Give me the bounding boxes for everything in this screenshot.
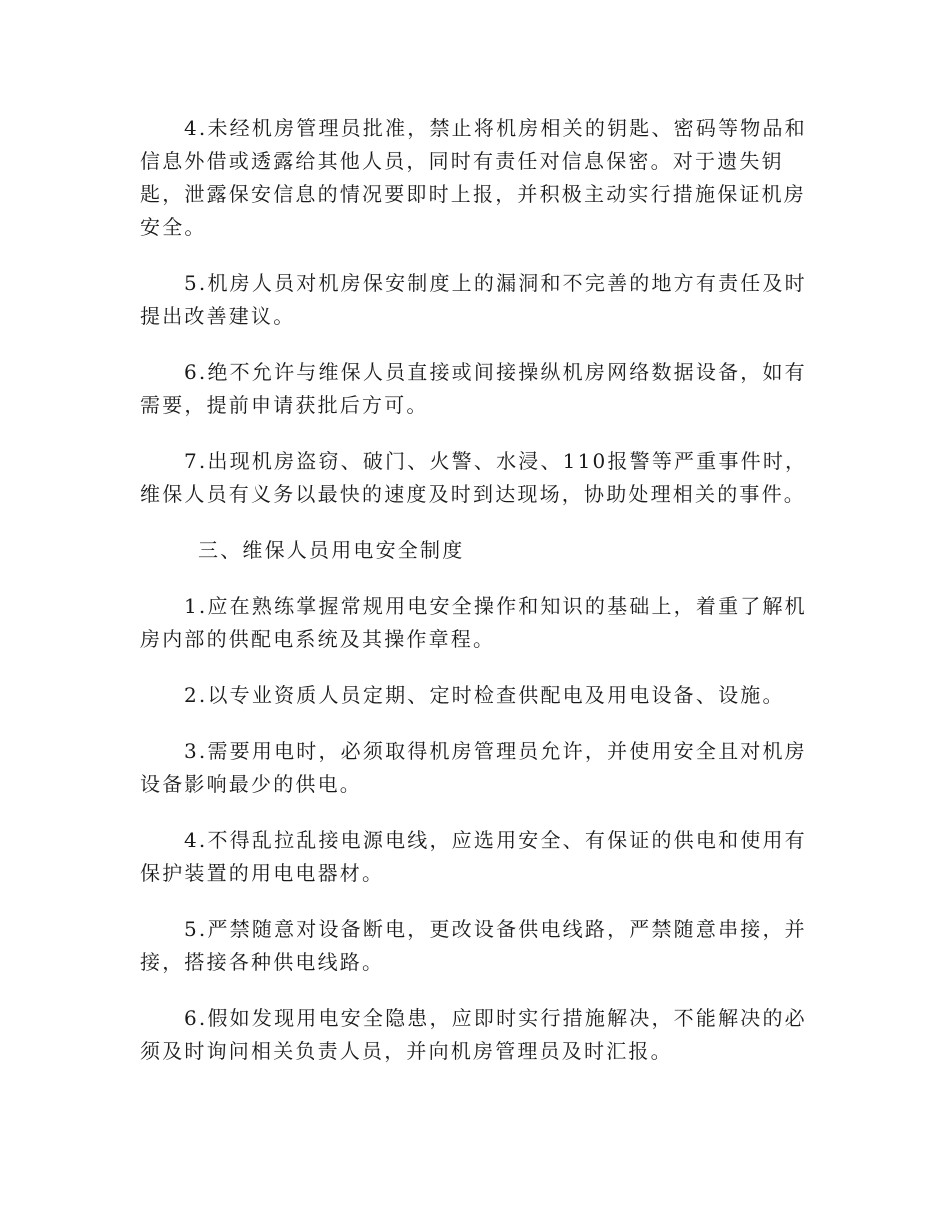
paragraph-electric-rule-3: 3.需要用电时，必须取得机房管理员允许，并使用安全且对机房设备影响最少的供电。 bbox=[140, 739, 807, 796]
paragraph-rule-5: 5.机房人员对机房保安制度上的漏洞和不完善的地方有责任及时提出改善建议。 bbox=[140, 271, 807, 328]
document-body bbox=[140, 112, 815, 1091]
paragraph-rule-6: 6.绝不允许与维保人员直接或间接操纵机房网络数据设备，如有需要，提前申请获批后方可。 bbox=[140, 360, 807, 417]
section-heading-electrical-safety: 三、维保人员用电安全制度 bbox=[198, 538, 465, 562]
paragraph-rule-7: 7.出现机房盗窃、破门、火警、水浸、110报警等严重事件时，维保人员有义务以最快的速度及时到达现场，协助处理相关的事件。 bbox=[140, 449, 808, 506]
paragraph-rule-4: 4.未经机房管理员批准，禁止将机房相关的钥匙、密码等物品和信息外借或透露给其他人员，同时有责任对信息保密。对于遗失钥匙，泄露保安信息的情况要即时上报，并积极主动实行措施保证机房安全。 bbox=[140, 116, 807, 239]
paragraph-electric-rule-2: 2.以专业资质人员定期、定时检查供配电及用电设备、设施。 bbox=[184, 683, 785, 707]
paragraph-electric-rule-5: 5.严禁随意对设备断电，更改设备供电线路，严禁随意串接，并接，搭接各种供电线路。 bbox=[140, 917, 807, 974]
paragraph-electric-rule-6: 6.假如发现用电安全隐患，应即时实行措施解决，不能解决的必须及时询问相关负责人员，并向机房管理员及时汇报。 bbox=[140, 1006, 807, 1063]
paragraph-electric-rule-1: 1.应在熟练掌握常规用电安全操作和知识的基础上，着重了解机房内部的供配电系统及其操作章程。 bbox=[140, 594, 807, 651]
paragraph-electric-rule-4: 4.不得乱拉乱接电源电线，应选用安全、有保证的供电和使用有保护装置的用电电器材。 bbox=[140, 828, 807, 885]
